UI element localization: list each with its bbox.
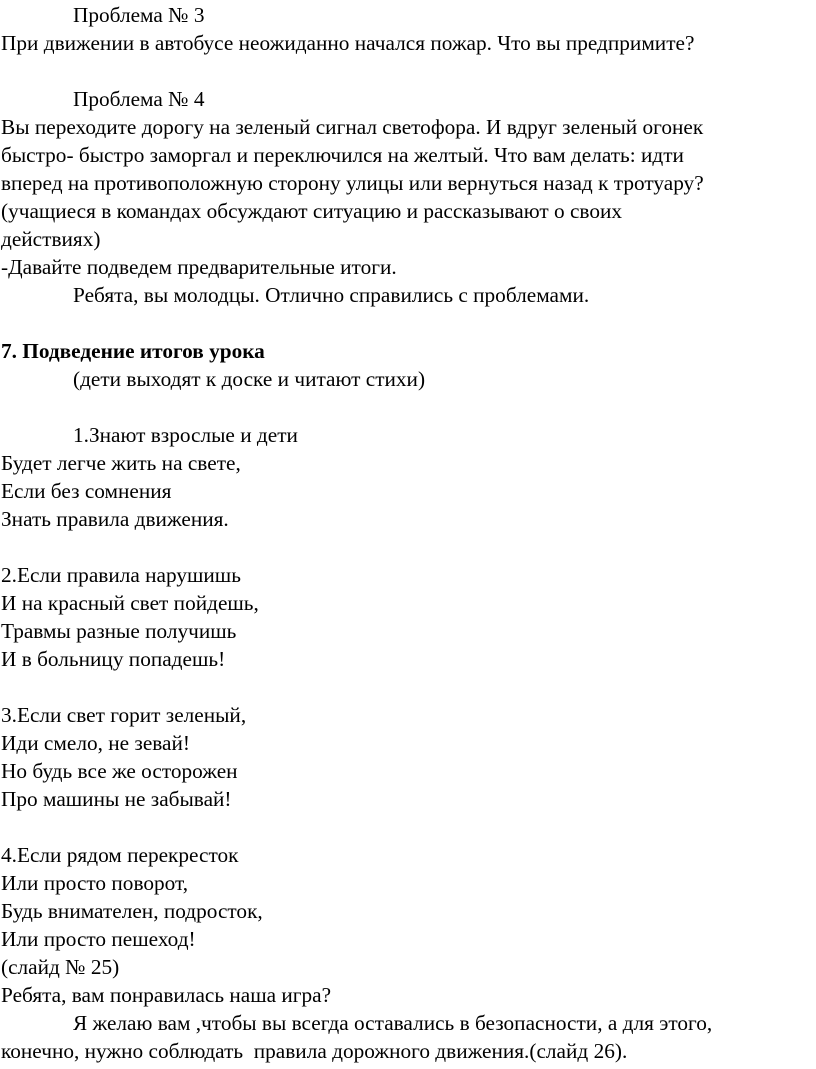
poem1-line: Знать правила движения. — [1, 507, 229, 531]
problem4-text-line: Вы переходите дорогу на зеленый сигнал светофора. И вдруг зеленый огонек — [1, 115, 704, 139]
problem3-heading: Проблема № 3 — [73, 3, 205, 27]
summary-intro: -Давайте подведем предварительные итоги. — [1, 255, 397, 279]
problem4-heading: Проблема № 4 — [73, 87, 205, 111]
closing-line: конечно, нужно соблюдать правила дорожного движения.(слайд 26). — [1, 1039, 628, 1063]
problem4-text-line: действиях) — [1, 227, 101, 251]
poem1-line: Если без сомнения — [1, 479, 172, 503]
poem2-line: 2.Если правила нарушишь — [1, 563, 241, 587]
slide-reference: (слайд № 25) — [1, 955, 120, 979]
closing-line: Я желаю вам ,чтобы вы всегда оставались в безопасности, а для этого, — [73, 1011, 713, 1035]
poem3-line: Про машины не забывай! — [1, 787, 232, 811]
poem4-line: 4.Если рядом перекресток — [1, 843, 239, 867]
poem2-line: Травмы разные получишь — [1, 619, 237, 643]
problem4-text-line: (учащиеся в командах обсуждают ситуацию и рассказывают о своих — [1, 199, 623, 223]
poem2-line: И в больницу попадешь! — [1, 647, 226, 671]
poem1-line: 1.Знают взрослые и дети — [73, 423, 298, 447]
poem3-line: 3.Если свет горит зеленый, — [1, 703, 247, 727]
problem4-text-line: вперед на противоположную сторону улицы или вернуться назад к тротуару? — [1, 171, 704, 195]
poem4-line: Или просто пешеход! — [1, 927, 196, 951]
poem3-line: Но будь все же осторожен — [1, 759, 238, 783]
praise-text: Ребята, вы молодцы. Отлично справились с проблемами. — [73, 283, 590, 307]
poem4-line: Будь внимателен, подросток, — [1, 899, 263, 923]
poem3-line: Иди смело, не зевай! — [1, 731, 190, 755]
problem3-text: При движении в автобусе неожиданно начался пожар. Что вы предпримите? — [1, 31, 695, 55]
problem4-text-line: быстро- быстро заморгал и переключился на желтый. Что вам делать: идти — [1, 143, 684, 167]
section7-heading: 7. Подведение итогов урока — [1, 339, 265, 363]
poem1-line: Будет легче жить на свете, — [1, 451, 241, 475]
section7-note: (дети выходят к доске и читают стихи) — [73, 367, 426, 391]
poem2-line: И на красный свет пойдешь, — [1, 591, 259, 615]
poem4-line: Или просто поворот, — [1, 871, 189, 895]
question-text: Ребята, вам понравилась наша игра? — [1, 983, 332, 1007]
